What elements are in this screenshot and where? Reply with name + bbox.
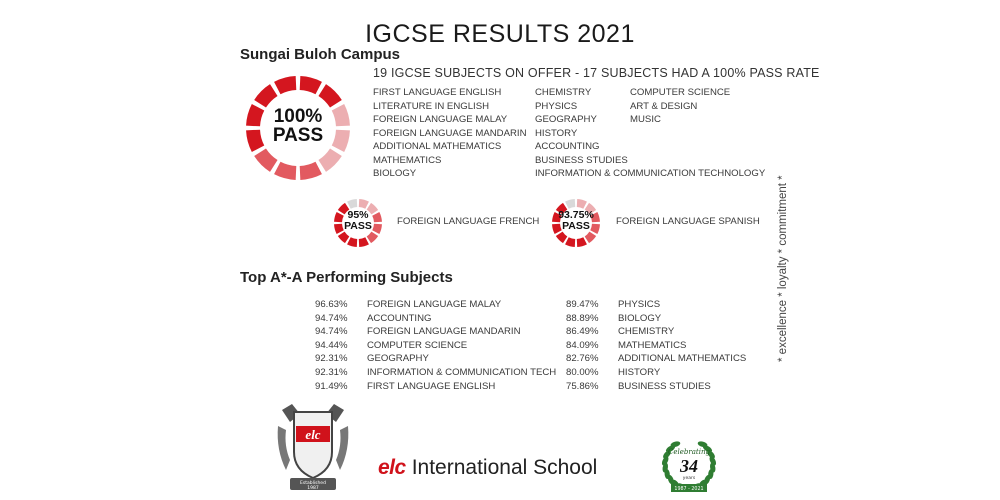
table-row	[566, 339, 746, 353]
list-item: MUSIC	[630, 114, 661, 125]
pass-ring-french-label	[328, 210, 388, 231]
list-item: ADDITIONAL MATHEMATICS	[373, 141, 502, 152]
pass-ring-100-word: PASS	[272, 125, 324, 146]
list-item: ART & DESIGN	[630, 100, 698, 112]
crest-year: 1987	[307, 486, 319, 491]
subject-cell: INFORMATION & COMMUNICATION TECH	[367, 366, 557, 378]
subject-cell: FOREIGN LANGUAGE MALAY	[367, 299, 502, 310]
campus-heading: Sungai Buloh Campus	[240, 46, 401, 63]
ring-segment	[347, 199, 357, 209]
pct-cell: 92.31%	[315, 366, 348, 378]
anniversary-number: 34	[680, 456, 698, 476]
school-motto-text: * excellence * loyalty * commitment *	[777, 175, 789, 362]
top-subjects-table-left	[315, 298, 556, 393]
ring-segment	[577, 199, 587, 209]
pct-cell: 91.49%	[315, 380, 348, 392]
subject-cell: PHYSICS	[618, 299, 661, 310]
subject-cell: FIRST LANGUAGE ENGLISH	[367, 380, 496, 392]
list-item: ACCOUNTING	[535, 141, 600, 152]
pct-cell: 94.74%	[315, 312, 348, 324]
school-brand-logo: elc	[378, 456, 406, 479]
pass-ring-french-word: PASS	[344, 219, 372, 232]
table-row	[566, 312, 746, 326]
list-item: INFORMATION & COMMUNICATION TECHNOLOGY	[535, 168, 766, 179]
top-subjects-table-right	[566, 298, 746, 393]
table-row	[566, 298, 746, 312]
anniversary-unit: years	[682, 476, 696, 481]
list-item: GEOGRAPHY	[535, 114, 597, 125]
ring-segment	[585, 232, 596, 243]
subject-cell: GEOGRAPHY	[367, 353, 429, 365]
subject-cell: CHEMISTRY	[618, 326, 675, 338]
pct-cell: 75.86%	[566, 380, 599, 392]
ring-segment	[347, 237, 357, 247]
list-item: HISTORY	[535, 127, 578, 139]
pct-cell: 80.00%	[566, 366, 599, 378]
ring-segment	[359, 237, 369, 247]
top-subjects-heading: Top A*-A Performing Subjects	[240, 269, 453, 286]
ring-segment	[254, 84, 277, 107]
list-item: FOREIGN LANGUAGE MALAY	[373, 114, 508, 125]
table-row	[315, 352, 556, 366]
table-row	[566, 325, 746, 339]
ring-segment	[300, 162, 322, 180]
subject-cell: BIOLOGY	[618, 312, 662, 324]
ring-segment	[318, 148, 341, 171]
list-item: FIRST LANGUAGE ENGLISH	[373, 87, 502, 98]
ring-segment	[359, 199, 369, 209]
subject-cell: ADDITIONAL MATHEMATICS	[618, 353, 747, 365]
subject-cell: HISTORY	[618, 366, 661, 378]
table-row	[315, 325, 556, 339]
ring-segment	[254, 148, 277, 171]
list-item: BIOLOGY	[373, 168, 417, 179]
pass-ring-spanish-label	[545, 210, 607, 231]
subject-cell: COMPUTER SCIENCE	[367, 339, 468, 351]
pct-cell: 96.63%	[315, 299, 348, 310]
pct-cell: 89.47%	[566, 299, 599, 310]
crest-text: elc	[305, 427, 321, 442]
list-item: COMPUTER SCIENCE	[630, 87, 731, 98]
subject-cell: ACCOUNTING	[367, 312, 432, 324]
subject-cell: BUSINESS STUDIES	[618, 380, 711, 392]
table-row	[315, 298, 556, 312]
ring-segment	[318, 84, 341, 107]
table-row	[315, 339, 556, 353]
ring-segment	[556, 232, 567, 243]
ring-segment	[274, 162, 296, 180]
table-row	[566, 352, 746, 366]
pct-cell: 86.49%	[566, 326, 599, 338]
table-row	[566, 366, 746, 380]
subject-cell: MATHEMATICS	[618, 339, 687, 351]
ring-segment	[274, 76, 296, 94]
anniversary-years: 1987 - 2021	[674, 487, 704, 492]
table-row	[315, 380, 556, 394]
pass-ring-spanish-word: PASS	[562, 219, 590, 232]
pct-cell: 92.31%	[315, 353, 348, 365]
pass-ring-spanish-subject: FOREIGN LANGUAGE SPANISH	[616, 216, 760, 227]
crest-established: Established	[300, 481, 326, 486]
table-row	[315, 312, 556, 326]
page-title: IGCSE RESULTS 2021	[365, 20, 635, 48]
pass-ring-spanish-value: 93.75%	[558, 209, 594, 221]
subjects-on-offer-heading: 19 IGCSE SUBJECTS ON OFFER - 17 SUBJECTS HAD A 100% PASS RATE	[373, 66, 820, 80]
ring-segment	[300, 76, 322, 94]
crest-shield	[294, 412, 332, 478]
ring-segment	[577, 237, 587, 247]
table-row	[315, 366, 556, 380]
pct-cell: 94.74%	[315, 326, 348, 338]
pass-ring-100-label	[244, 107, 352, 145]
crest-mantle-right	[336, 426, 348, 470]
list-item: BUSINESS STUDIES	[535, 154, 628, 166]
school-crest-icon	[276, 400, 350, 492]
list-item: PHYSICS	[535, 100, 578, 112]
table-row	[566, 380, 746, 394]
pct-cell: 94.44%	[315, 339, 348, 351]
pct-cell: 82.76%	[566, 353, 599, 365]
full-pass-list-col1	[373, 86, 527, 181]
pct-cell: 84.09%	[566, 339, 599, 351]
subject-cell: FOREIGN LANGUAGE MANDARIN	[367, 326, 521, 338]
laurel-wreath-icon	[657, 434, 721, 494]
pass-ring-french-value: 95%	[347, 209, 369, 221]
ring-segment	[367, 232, 378, 243]
crest-mantle-left	[278, 426, 290, 470]
list-item: MATHEMATICS	[373, 154, 442, 166]
list-item: FOREIGN LANGUAGE MANDARIN	[373, 127, 527, 139]
pass-ring-french-subject: FOREIGN LANGUAGE FRENCH	[397, 216, 540, 227]
list-item: LITERATURE IN ENGLISH	[373, 100, 490, 112]
school-name	[378, 456, 597, 480]
ring-segment	[338, 232, 349, 243]
pass-ring-100-value: 100%	[273, 106, 323, 127]
anniversary-word: Celebrating	[668, 448, 710, 456]
ring-segment	[565, 237, 575, 247]
full-pass-list-col3	[630, 86, 730, 127]
pct-cell: 88.89%	[566, 312, 599, 324]
ring-segment	[565, 199, 575, 209]
list-item: CHEMISTRY	[535, 87, 592, 98]
school-name-text: International School	[411, 456, 598, 479]
